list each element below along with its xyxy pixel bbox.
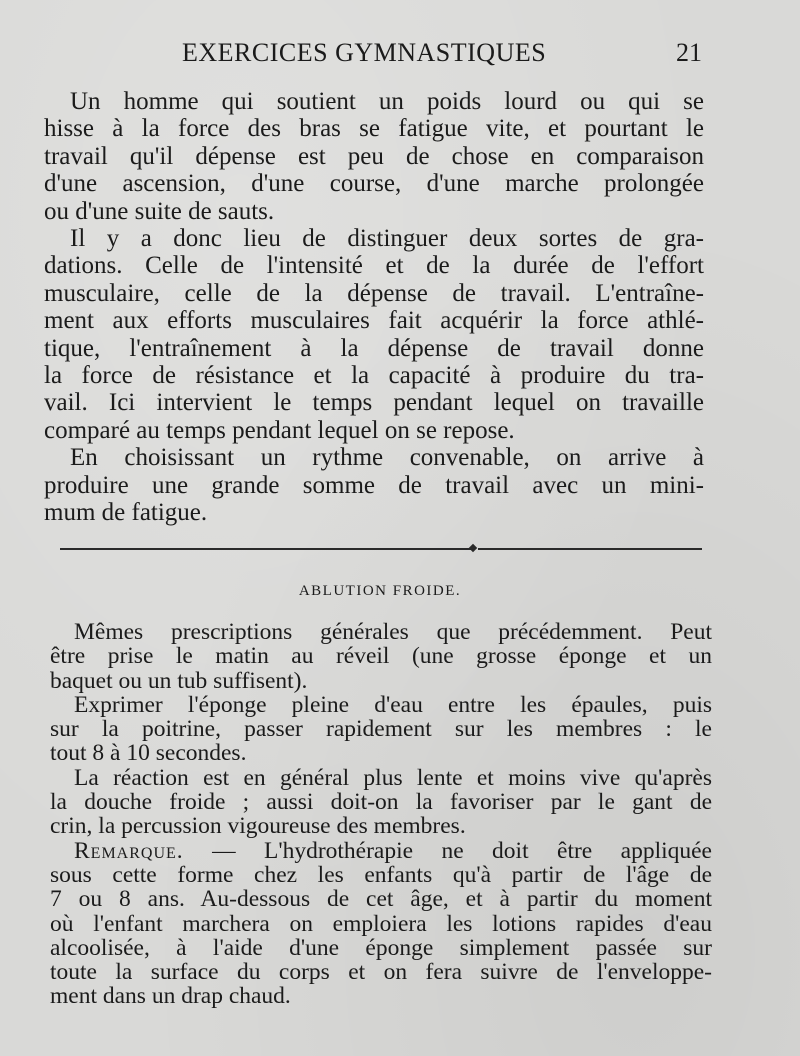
text-line: alcoolisée, à l'aide d'une éponge simplement passée sur xyxy=(50,934,712,961)
section-one-text xyxy=(44,88,704,527)
remark-label: Remarque. xyxy=(74,837,184,864)
text-line: être prise le matin au réveil (une grosse éponge et un xyxy=(50,643,712,670)
text-line: mum de fatigue. xyxy=(44,499,208,527)
text-line: produire une grande somme de travail avec un mini- xyxy=(44,471,704,499)
text-line: crin, la percussion vigoureuse des membres. xyxy=(50,813,466,840)
running-header xyxy=(42,36,702,76)
text-line: ou d'une suite de sauts. xyxy=(44,197,275,225)
text-line: d'une ascension, d'une course, d'une marche prolongée xyxy=(44,170,704,198)
text-line: ment aux efforts musculaires fait acquérir la force athlé- xyxy=(44,307,704,335)
text-line: tique, l'entraînement à la dépense de travail donne xyxy=(44,334,704,362)
text-line: baquet ou un tub suffisent). xyxy=(50,667,308,694)
page-number: 21 xyxy=(676,38,702,67)
text-line: dations. Celle de l'intensité et de la durée de l'effort xyxy=(44,252,704,280)
text-line: où l'enfant marchera on emploiera les lotions rapides d'eau xyxy=(50,910,712,937)
section-divider-left xyxy=(60,548,472,550)
text-line: toute la surface du corps et on fera suivre de l'enveloppe- xyxy=(50,959,712,986)
text-line: comparé au temps pendant lequel on se repose. xyxy=(44,416,515,444)
section-two-text xyxy=(50,620,712,1009)
text-line: Il y a donc lieu de distinguer deux sortes de gra- xyxy=(70,225,704,253)
text-line: La réaction est en général plus lente et moins vive qu'après xyxy=(74,764,712,791)
text-line: sous cette forme chez les enfants qu'à partir de l'âge de xyxy=(50,861,712,888)
text-line: tout 8 à 10 secondes. xyxy=(50,740,247,767)
text-line: travail qu'il dépense est peu de chose en comparaison xyxy=(44,142,704,170)
text-line: la douche froide ; aussi doit-on la favoriser par le gant de xyxy=(50,789,712,816)
section-heading: ABLUTION FROIDE. xyxy=(298,583,462,599)
section-divider-right xyxy=(478,548,702,550)
running-title: EXERCICES GYMNASTIQUES xyxy=(182,38,547,67)
text-line: musculaire, celle de la dépense de travail. L'entraîne- xyxy=(44,279,704,307)
text-line: vail. Ici intervient le temps pendant lequel on travaille xyxy=(44,389,704,417)
text-line: sur la poitrine, passer rapidement sur les membres : le xyxy=(50,716,712,743)
remark-line xyxy=(50,839,712,863)
text-line: ment dans un drap chaud. xyxy=(50,983,291,1010)
text-line: hisse à la force des bras se fatigue vite, et pourtant le xyxy=(44,115,704,143)
text-line: 7 ou 8 ans. Au-dessous de cet âge, et à partir du moment xyxy=(50,886,712,913)
section-divider-ornament xyxy=(469,544,477,552)
text-line: la force de résistance et la capacité à produire du tra- xyxy=(44,362,704,390)
text-line: Exprimer l'éponge pleine d'eau entre les épaules, puis xyxy=(74,691,712,718)
text-line: En choisissant un rythme convenable, on arrive à xyxy=(70,444,704,472)
text-line: Mêmes prescriptions générales que précédemment. Peut xyxy=(74,619,712,645)
text-line: Un homme qui soutient un poids lourd ou qui se xyxy=(70,88,704,115)
remark-first-line: — L'hydrothérapie ne doit être appliquée xyxy=(212,837,712,864)
